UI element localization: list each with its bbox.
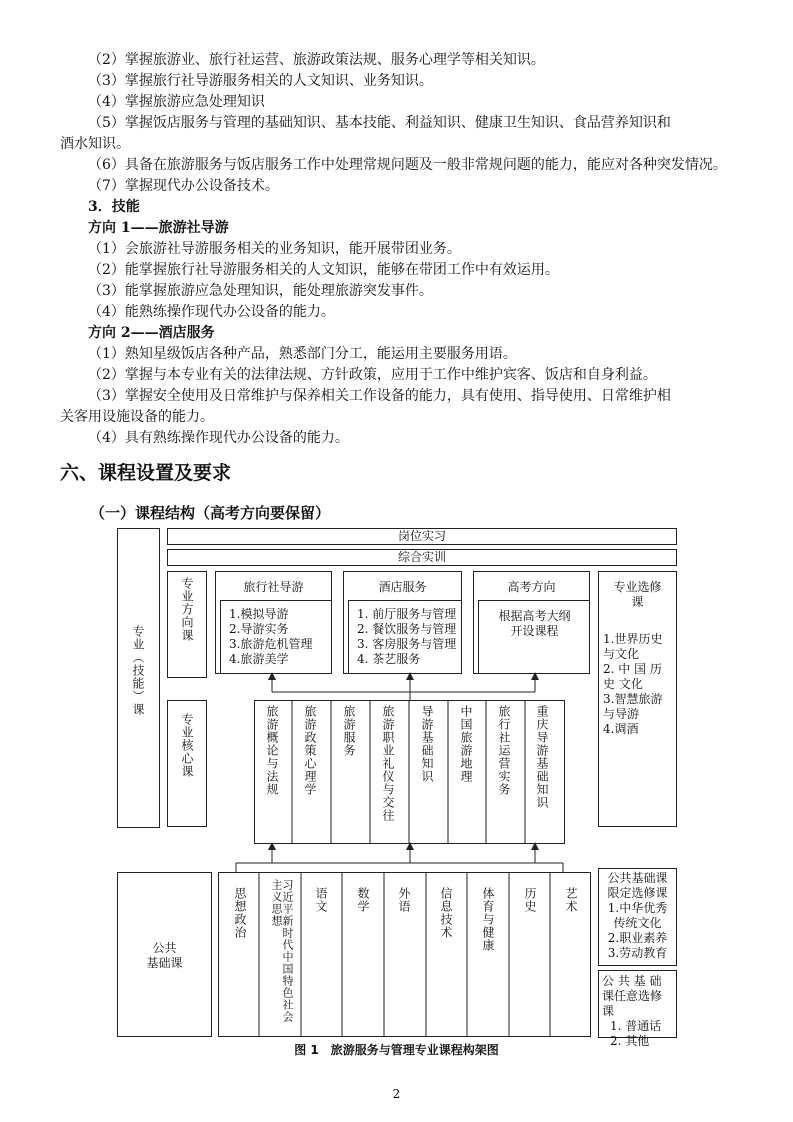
core-course: 重庆导游基础知识 [535, 705, 549, 809]
specialty-course-label: 专业（技能）课 [131, 625, 145, 716]
knowledge-item-5: （5）掌握饭店服务与管理的基础知识、基本技能、利益知识、健康卫生知识、食品营养知识和 [88, 115, 671, 131]
dir2-skill-1: （1）熟知星级饭店各种产品，熟悉部门分工，能运用主要服务用语。 [88, 346, 517, 362]
public-course: 外语 [397, 887, 411, 913]
top-bar-training: 综合实训 [167, 549, 677, 566]
skills-heading: 3．技能 [88, 199, 140, 215]
direction-2-heading: 方向 2——酒店服务 [88, 325, 215, 341]
knowledge-item-7: （7）掌握现代办公设备技术。 [88, 178, 279, 194]
dir1-skill-3: （3）能掌握旅游应急处理知识，能处理旅游突发事件。 [88, 283, 433, 299]
public-course: 信息技术 [439, 887, 453, 939]
public-course: 数学 [356, 887, 370, 913]
direction-box-item: 根据高考大纲 [498, 609, 571, 623]
core-course: 导游基础知识 [420, 705, 434, 783]
limited-elective-item: 3.劳动教育 [607, 946, 668, 960]
core-course: 旅游服务 [342, 705, 356, 757]
core-course: 旅游概论与法规 [265, 705, 279, 796]
core-course-label: 专业核心课 [180, 713, 194, 778]
elective-title: 专业选修课 [613, 580, 662, 609]
optional-elective-item: 1. 普通话 [610, 1019, 662, 1033]
optional-elective-item: 2. 其他 [610, 1034, 650, 1048]
public-course: 历史 [523, 887, 537, 913]
direction-box-item: 1.模拟导游 [229, 607, 289, 621]
dir1-skill-2: （2）能掌握旅行社导游服务相关的人文知识，能够在带团工作中有效运用。 [88, 262, 559, 278]
knowledge-item-3: （3）掌握旅行社导游服务相关的人文知识、业务知识。 [88, 73, 433, 89]
elective-item: 1.世界历史与文化 [603, 632, 663, 661]
direction-box-item: 4.旅游美学 [229, 652, 289, 666]
direction-box-item: 3. 客房服务与管理 [357, 637, 457, 651]
direction-box-item: 1. 前厅服务与管理 [357, 607, 457, 621]
direction-box-item: 2.导游实务 [229, 622, 289, 636]
elective-item: 4.调酒 [603, 722, 639, 736]
public-course: 习近平新时代中国特色社会主义思想 [270, 879, 294, 1023]
figure-caption: 图 1 旅游服务与管理专业课程构架图 [294, 1043, 499, 1057]
elective-item: 3.智慧旅游与导游 [603, 692, 663, 721]
public-course-label: 公共 基础课 [146, 941, 183, 970]
public-course: 体育与健康 [481, 887, 495, 952]
limited-elective-title: 公共基础课限定选修课 [607, 871, 668, 900]
elective-item: 2. 中 国 历 史 文化 [603, 662, 662, 691]
direction-box-item: 开设课程 [510, 624, 559, 638]
dir1-skill-1: （1）会旅游社导游服务相关的业务知识，能开展带团业务。 [88, 241, 461, 257]
core-course: 中国旅游地理 [459, 705, 473, 783]
direction-box-title: 旅行社导游 [243, 580, 304, 594]
optional-elective-title: 公 共 基 础 课任意选修课 [602, 974, 663, 1018]
limited-elective-item: 1.中华优秀传统文化 [607, 901, 668, 930]
dir2-skill-3: （3）掌握安全使用及日常维护与保养相关工作设备的能力，具有使用、指导使用、日常维护相 [88, 388, 671, 404]
core-course: 旅游政策心理学 [303, 705, 317, 796]
public-course: 艺术 [564, 887, 578, 913]
top-bar-internship: 岗位实习 [167, 528, 677, 545]
dir2-skill-3-cont: 关客用设施设备的能力。 [60, 409, 214, 425]
knowledge-item-2: （2）掌握旅游业、旅行社运营、旅游政策法规、服务心理学等相关知识。 [88, 52, 545, 68]
public-course: 语文 [314, 887, 328, 913]
direction-box-item: 2. 餐饮服务与管理 [357, 622, 457, 636]
core-course: 旅游职业礼仪与交往 [381, 705, 395, 822]
direction-box-title: 酒店服务 [378, 580, 427, 594]
knowledge-item-4: （4）掌握旅游应急处理知识 [88, 94, 265, 110]
dir1-skill-4: （4）能熟练操作现代办公设备的能力。 [88, 304, 335, 320]
direction-course-label: 专业方向课 [180, 577, 194, 642]
direction-box-title: 高考方向 [507, 580, 556, 594]
dir2-skill-2: （2）掌握与本专业有关的法律法规、方针政策，应用于工作中维护宾客、饭店和自身利益。 [88, 367, 657, 383]
page-number: 2 [392, 1087, 401, 1101]
dir2-skill-4: （4）具有熟练操作现代办公设备的能力。 [88, 430, 349, 446]
public-course: 思想政治 [233, 887, 247, 939]
section-heading: 六、课程设置及要求 [60, 462, 232, 484]
knowledge-item-6: （6）具备在旅游服务与饭店服务工作中处理常规问题及一般非常规问题的能力，能应对各种突发情况。 [88, 157, 727, 173]
sub-heading: （一）课程结构（高考方向要保留） [90, 504, 331, 522]
direction-box-item: 3.旅游危机管理 [229, 637, 313, 651]
direction-box-item: 4. 茶艺服务 [357, 652, 421, 666]
limited-elective-item: 2.职业素养 [607, 931, 668, 945]
core-course: 旅行社运营实务 [497, 705, 511, 796]
knowledge-item-5-cont: 酒水知识。 [60, 136, 130, 152]
direction-1-heading: 方向 1——旅游社导游 [88, 220, 229, 236]
